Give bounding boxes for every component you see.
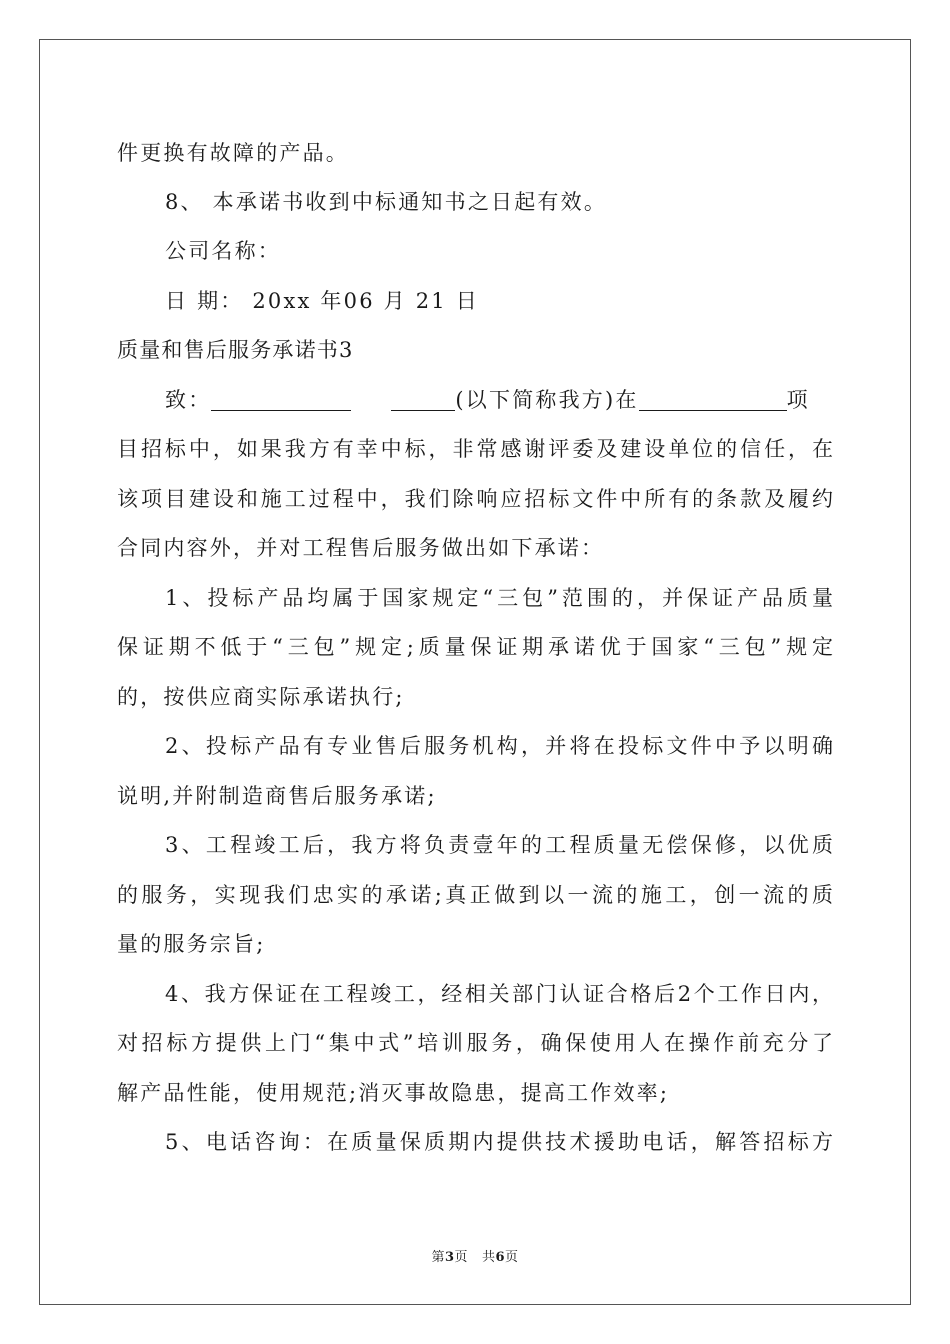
body-line-21: 5、电话咨询：在质量保质期内提供技术援助电话，解答招标方 <box>165 1130 833 1154</box>
total-pages-number: 6 <box>495 1250 505 1265</box>
body-line-20: 解产品性能，使用规范;消灭事故隐患，提高工作效率; <box>117 1081 670 1105</box>
body-line-1: 件更换有故障的产品。 <box>117 141 349 165</box>
body-line-8: 该项目建设和施工过程中，我们除响应招标文件中所有的条款及履约 <box>117 487 833 511</box>
page-footer <box>0 1246 950 1265</box>
footer-mid: 页 共 <box>454 1250 496 1265</box>
body-line-18: 4、我方保证在工程竣工，经相关部门认证合格后2个工作日内， <box>165 982 833 1006</box>
footer-suffix: 页 <box>505 1250 519 1265</box>
body-line-12: 的，按供应商实际承诺执行; <box>117 685 405 709</box>
body-line-14: 说明,并附制造商售后服务承诺; <box>117 784 437 808</box>
body-line-7: 目招标中，如果我方有幸中标，非常感谢评委及建设单位的信任，在 <box>117 437 833 461</box>
blank-bidder <box>391 384 455 411</box>
body-line-15: 3、工程竣工后，我方将负责壹年的工程质量无偿保修，以优质 <box>165 833 833 857</box>
body-line-10: 1、投标产品均属于国家规定“三包”范围的，并保证产品质量 <box>165 586 833 610</box>
body-line-2: 8、 本承诺书收到中标通知书之日起有效。 <box>165 190 608 214</box>
body-line-16: 的服务，实现我们忠实的承诺;真正做到以一流的施工，创一流的质 <box>117 883 833 907</box>
section-title: 质量和售后服务承诺书3 <box>117 338 354 362</box>
current-page-number: 3 <box>445 1250 455 1265</box>
addressee-suffix: 项 <box>786 388 810 412</box>
addressee-prefix: 致： <box>165 388 212 412</box>
blank-project <box>639 384 787 411</box>
company-name-label: 公司名称： <box>165 239 281 263</box>
body-line-17: 量的服务宗旨; <box>117 932 266 956</box>
body-line-11: 保证期不低于“三包”规定;质量保证期承诺优于国家“三包”规定 <box>117 635 833 659</box>
date-line: 日 期： 20xx 年06 月 21 日 <box>165 289 479 313</box>
footer-prefix: 第 <box>431 1250 445 1265</box>
addressee-line <box>165 375 810 425</box>
body-line-9: 合同内容外，并对工程售后服务做出如下承诺： <box>117 536 605 560</box>
body-line-19: 对招标方提供上门“集中式”培训服务，确保使用人在操作前充分了 <box>117 1031 833 1055</box>
body-line-13: 2、投标产品有专业售后服务机构，并将在投标文件中予以明确 <box>165 734 833 758</box>
addressee-middle: (以下简称我方)在 <box>455 388 639 412</box>
blank-recipient <box>211 384 351 411</box>
